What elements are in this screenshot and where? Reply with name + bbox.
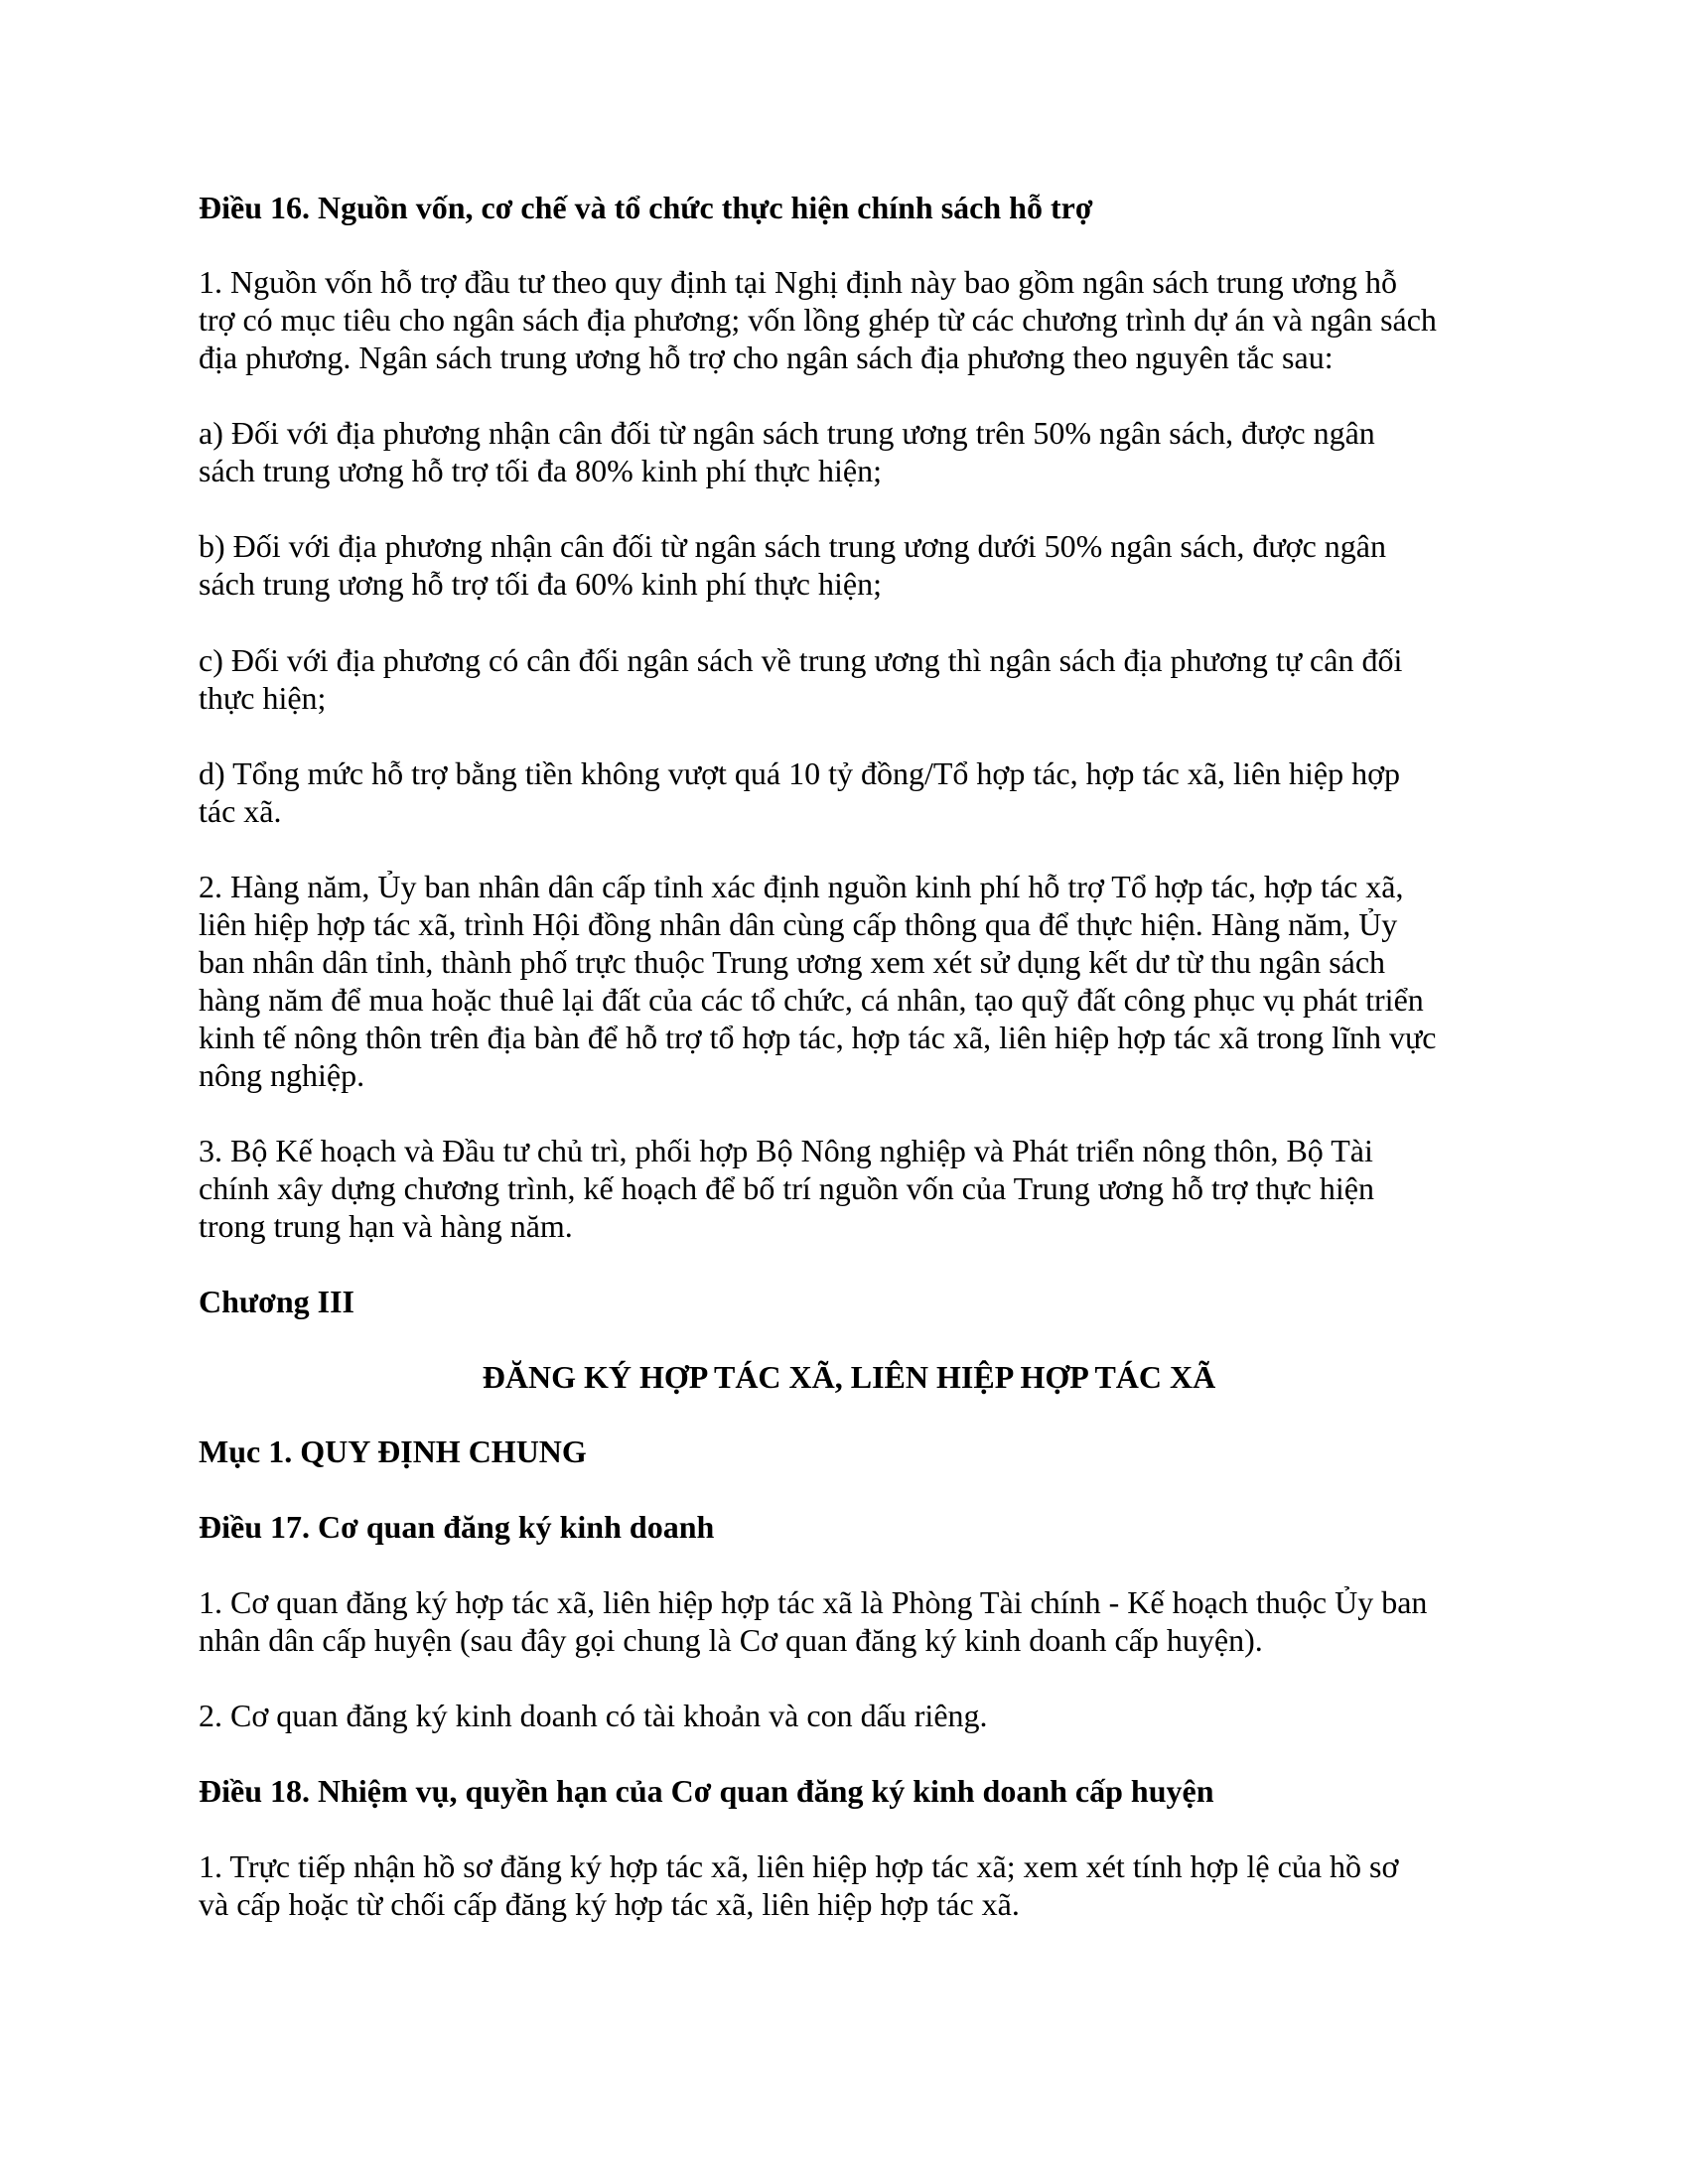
text-line: địa phương. Ngân sách trung ương hỗ trợ cho ngân sách địa phương theo nguyên tắc sau: <box>199 340 1334 375</box>
text-line: 1. Trực tiếp nhận hồ sơ đăng ký hợp tác xã, liên hiệp hợp tác xã; xem xét tính hợp lệ của hồ sơ <box>199 1848 1399 1884</box>
text-line: nhân dân cấp huyện (sau đây gọi chung là Cơ quan đăng ký kinh doanh cấp huyện). <box>199 1622 1263 1658</box>
text-line: và cấp hoặc từ chối cấp đăng ký hợp tác xã, liên hiệp hợp tác xã. <box>199 1886 1020 1922</box>
text-line: a) Đối với địa phương nhận cân đối từ ngân sách trung ương trên 50% ngân sách, được ngân <box>199 415 1375 451</box>
article-18-title: Điều 18. Nhiệm vụ, quyền hạn của Cơ quan đăng ký kinh doanh cấp huyện <box>199 1773 1214 1809</box>
text-line: sách trung ương hỗ trợ tối đa 60% kinh phí thực hiện; <box>199 566 882 602</box>
text-line: trợ có mục tiêu cho ngân sách địa phương; vốn lồng ghép từ các chương trình dự án và ngân sách <box>199 302 1437 338</box>
article-17-title: Điều 17. Cơ quan đăng ký kinh doanh <box>199 1509 715 1545</box>
text-line: 1. Cơ quan đăng ký hợp tác xã, liên hiệp hợp tác xã là Phòng Tài chính - Kế hoạch thuộc Ủy ban <box>199 1584 1428 1620</box>
text-line: 1. Nguồn vốn hỗ trợ đầu tư theo quy định tại Nghị định này bao gồm ngân sách trung ương hỗ <box>199 264 1398 300</box>
article-16-item-b <box>199 527 1499 603</box>
article-16-item-a <box>199 414 1499 489</box>
text-line: sách trung ương hỗ trợ tối đa 80% kinh phí thực hiện; <box>199 453 882 488</box>
text-line: chính xây dựng chương trình, kế hoạch để bố trí nguồn vốn của Trung ương hỗ trợ thực hiện <box>199 1170 1374 1206</box>
text-line: 2. Hàng năm, Ủy ban nhân dân cấp tỉnh xác định nguồn kinh phí hỗ trợ Tổ hợp tác, hợp tác xã, <box>199 869 1404 904</box>
chapter-number: Chương III <box>199 1284 354 1319</box>
document-page <box>199 189 1499 1923</box>
chapter-label <box>199 1283 1499 1320</box>
text-line: kinh tế nông thôn trên địa bàn để hỗ trợ tổ hợp tác, hợp tác xã, liên hiệp hợp tác xã trong lĩnh vực <box>199 1020 1437 1055</box>
text-line: trong trung hạn và hàng năm. <box>199 1208 573 1244</box>
text-line: b) Đối với địa phương nhận cân đối từ ngân sách trung ương dưới 50% ngân sách, được ngân <box>199 528 1386 564</box>
article-16-clause-2 <box>199 868 1499 1094</box>
article-16-item-d <box>199 754 1499 830</box>
text-line: 3. Bộ Kế hoạch và Đầu tư chủ trì, phối hợp Bộ Nông nghiệp và Phát triển nông thôn, Bộ Tài <box>199 1133 1373 1168</box>
text-line: liên hiệp hợp tác xã, trình Hội đồng nhân dân cùng cấp thông qua để thực hiện. Hàng năm, Ủy <box>199 906 1398 942</box>
article-18-heading <box>199 1772 1499 1810</box>
article-16-item-c <box>199 641 1499 717</box>
text-line: c) Đối với địa phương có cân đối ngân sách về trung ương thì ngân sách địa phương tự cân đối <box>199 642 1403 678</box>
section-1-heading <box>199 1433 1499 1470</box>
chapter-title <box>199 1358 1499 1396</box>
chapter-title-text: ĐĂNG KÝ HỢP TÁC XÃ, LIÊN HIỆP HỢP TÁC XÃ <box>482 1359 1216 1395</box>
article-17-clause-1 <box>199 1583 1499 1659</box>
article-16-heading <box>199 189 1499 226</box>
article-16-title: Điều 16. Nguồn vốn, cơ chế và tổ chức thực hiện chính sách hỗ trợ <box>199 190 1093 225</box>
text-line: ban nhân dân tỉnh, thành phố trực thuộc Trung ương xem xét sử dụng kết dư từ thu ngân sách <box>199 944 1386 980</box>
article-17-heading <box>199 1508 1499 1546</box>
text-line: d) Tổng mức hỗ trợ bằng tiền không vượt quá 10 tỷ đồng/Tổ hợp tác, hợp tác xã, liên hiệp hợp <box>199 755 1401 791</box>
text-line: tác xã. <box>199 793 282 829</box>
text-line: 2. Cơ quan đăng ký kinh doanh có tài khoản và con dấu riêng. <box>199 1698 988 1733</box>
article-16-clause-1 <box>199 263 1499 376</box>
article-16-clause-3 <box>199 1132 1499 1245</box>
text-line: nông nghiệp. <box>199 1057 365 1093</box>
text-line: hàng năm để mua hoặc thuê lại đất của các tổ chức, cá nhân, tạo quỹ đất công phục vụ phát triển <box>199 982 1424 1018</box>
article-17-clause-2 <box>199 1697 1499 1734</box>
section-1-title: Mục 1. QUY ĐỊNH CHUNG <box>199 1433 587 1469</box>
article-18-clause-1 <box>199 1847 1499 1923</box>
text-line: thực hiện; <box>199 680 327 716</box>
